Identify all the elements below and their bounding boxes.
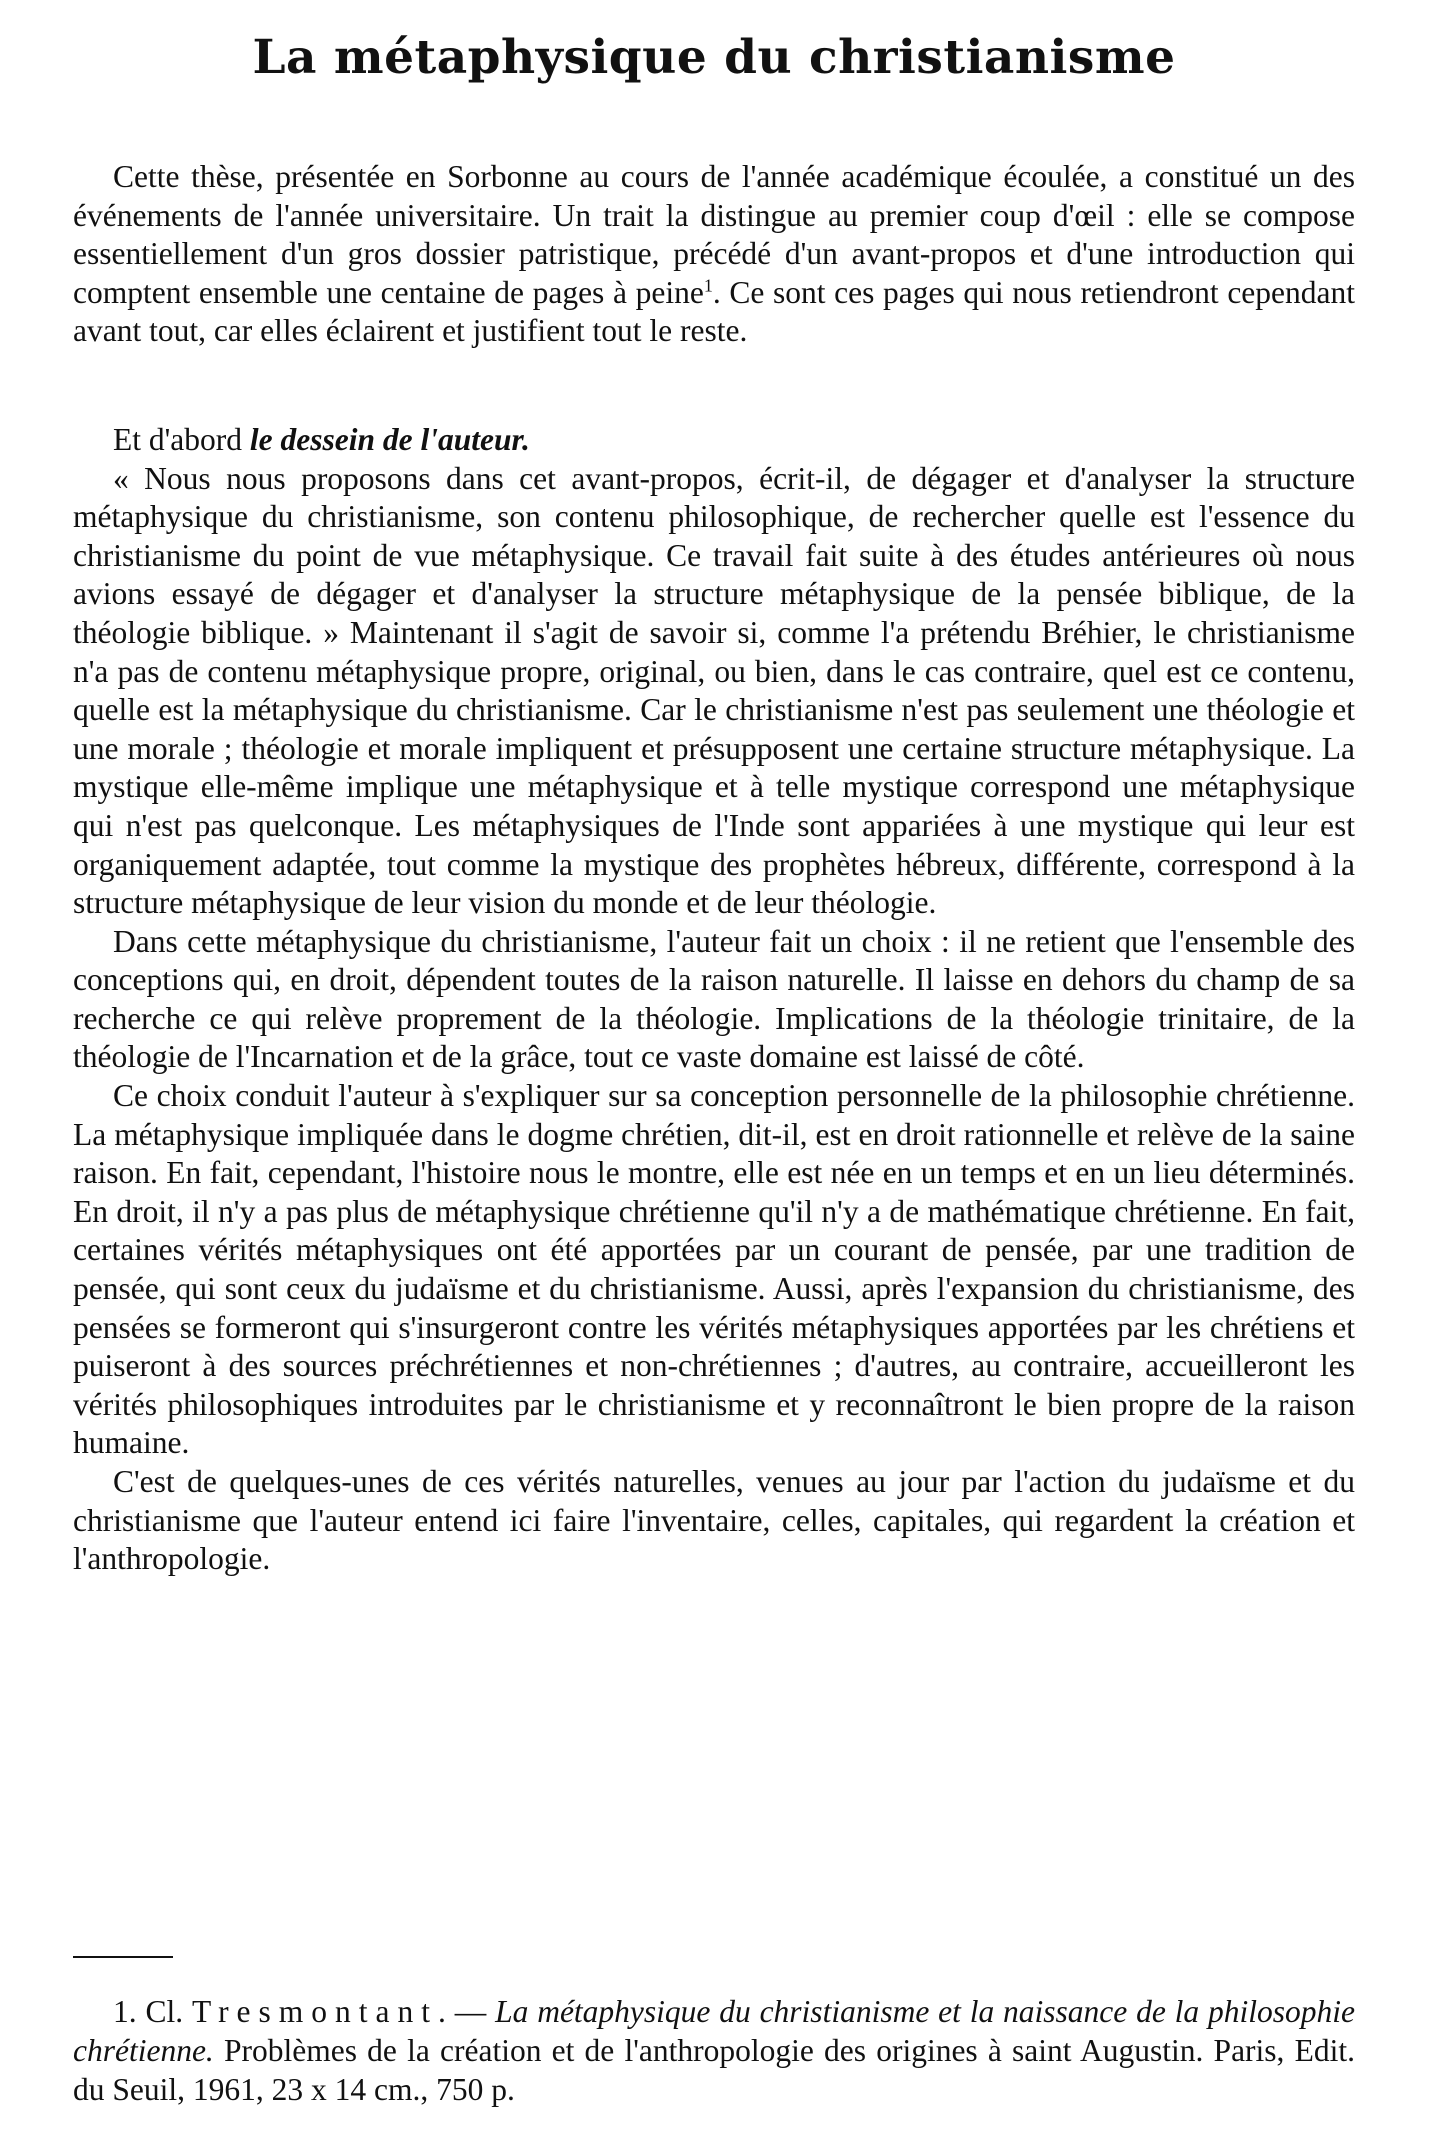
footnote — [73, 1992, 1355, 2109]
paragraph-choix: Dans cette métaphysique du christianisme, l'auteur fait un choix : il ne retient que l'ensemble des conceptions qui, en droit, dépendent toutes de la raison naturelle. Il laisse en dehors du champ de sa recherche ce qui relève proprement de la théologie. Implications de la théologie trinitaire, de la théologie de l'Incarnation et de la grâce, tout ce vaste domaine est laissé de côté. — [73, 923, 1355, 1075]
paragraph-dessein-lead: Et d'abord — [113, 421, 250, 457]
paragraph-quote: « Nous nous proposons dans cet avant-propos, écrit-il, de dégager et d'analyser la structure métaphysique du christianisme, son contenu philosophique, de rechercher quelle est l'essence du christianisme du point de vue métaphysique. Ce travail fait suite à des études antérieures où nous avions essayé de dégager et d'analyser la structure métaphysique de la pensée biblique, de la théologie biblique. » Maintenant il s'agit de savoir si, comme l'a prétendu Bréhier, le christianisme n'a pas de contenu métaphysique propre, original, ou bien, dans le cas contraire, quel est ce contenu, quelle est la métaphysique du christianisme. Car le christianisme n'est pas seulement une théologie et une morale ; théologie et morale impliquent et présupposent une certaine structure métaphysique. La mystique elle-même implique une métaphysique et à telle mystique correspond une métaphysique qui n'est pas quelconque. Les métaphysiques de l'Inde sont appariées à une mystique qui leur est organiquement adaptée, tout comme la mystique des prophètes hébreux, différente, correspond à la structure métaphysique de leur vision du monde et de leur théologie. — [73, 460, 1355, 921]
paragraph-philosophie: Ce choix conduit l'auteur à s'expliquer sur sa conception personnelle de la philosophie chrétienne. La métaphysique impliquée dans le dogme chrétien, dit-il, est en droit rationnelle et relève de la saine raison. En fait, cependant, l'histoire nous le montre, elle est née en un temps et en un lieu déterminés. En droit, il n'y a pas plus de métaphysique chrétienne qu'il n'y a de mathématique chrétienne. En fait, certaines vérités métaphysiques ont été apportées par un courant de pensée, par une tradition de pensée, qui sont ceux du judaïsme et du christianisme. Aussi, après l'expansion du christianisme, des pensées se formeront qui s'insurgeront contre les vérités métaphysiques apportées par les chrétiens et puiseront à des sources préchrétiennes et non-chrétiennes ; d'autres, au contraire, accueilleront les vérités philosophiques introduites par le christianisme et y reconnaîtront le bien propre de la raison humaine. — [73, 1078, 1355, 1461]
paragraph-intro — [73, 158, 1355, 351]
footnote-dash: . — — [438, 1994, 496, 2029]
paragraph-intro-text-cont: . Ce sont ces pages qui nous retiendront cependant avant tout, car elles éclairent et justifient tout le reste. — [73, 274, 1355, 349]
paragraph-dessein-emphasis: le dessein de l'auteur. — [249, 421, 530, 457]
footnote-reference: 1 — [703, 275, 713, 296]
footnote-author: Tresmontant — [191, 1994, 439, 2029]
footnote-number: 1. Cl. — [113, 1994, 192, 2029]
footnote-details: Problèmes de la création et de l'anthropologie des origines à saint Augustin. Paris, Edit. du Seuil, 1961, 23 x 14 cm., 750 p. — [73, 2033, 1355, 2107]
footnote-divider — [73, 1956, 173, 1958]
article-body — [73, 158, 1355, 1579]
page-title: La métaphysique du christianisme — [252, 30, 1176, 85]
footnote-book-title: La métaphysique du christianisme et la naissance de la philosophie chrétienne. — [73, 1994, 1355, 2068]
paragraph-intro-text: Cette thèse, présentée en Sorbonne au cours de l'année académique écoulée, a constitué un des événements de l'année universitaire. Un trait la distingue au premier coup d'œil : elle se compose essentiellement d'un gros dossier patristique, précédé d'un avant-propos et d'une introduction qui comptent ensemble une centaine de pages à peine — [73, 159, 1355, 310]
paragraph-inventaire: C'est de quelques-unes de ces vérités naturelles, venues au jour par l'action du judaïsme et du christianisme que l'auteur entend ici faire l'inventaire, celles, capitales, qui regardent la création et l'anthropologie. — [73, 1464, 1355, 1577]
paragraph-dessein — [73, 421, 1355, 460]
